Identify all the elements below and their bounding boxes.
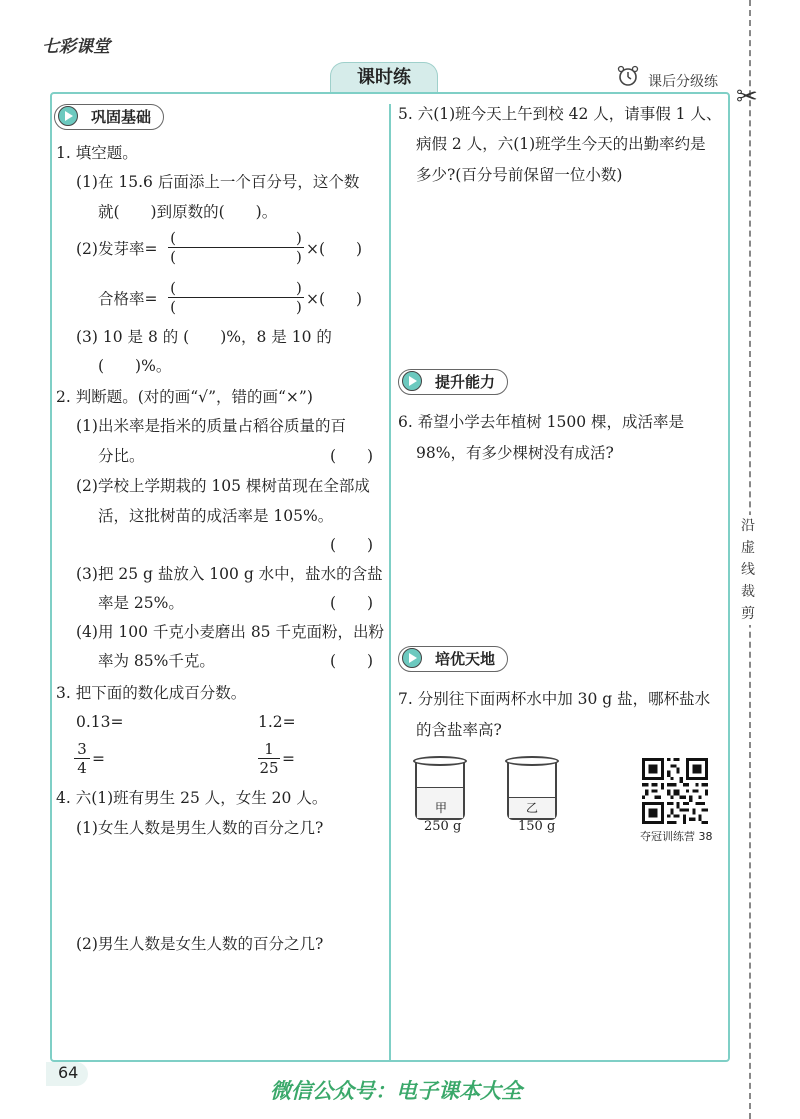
play-icon (402, 648, 422, 668)
page-number: 64 (58, 1063, 79, 1082)
q1-title: 1. 填空题。 (56, 144, 138, 162)
brand-logo: 七彩课堂 (42, 37, 110, 57)
fraction-numerator: ( ) (170, 229, 302, 247)
section-title: 巩固基础 (91, 108, 152, 126)
answer-paren: ( ) (330, 594, 374, 612)
qr-caption: 夺冠训练营 38 (640, 830, 713, 843)
q1-p3-line2: ( )%。 (98, 357, 172, 375)
q7-line2: 的含盐率高? (416, 721, 502, 739)
beaker-rim (505, 756, 559, 766)
answer-paren: ( ) (330, 536, 374, 554)
q2-i2-line1: (2)学校上学期栽的 105 棵树苗现在全部成 (76, 477, 370, 495)
fraction-bar: ( ) (168, 297, 304, 316)
q6-line2: 98%，有多少棵树没有成活? (416, 444, 614, 462)
section-badge-improve (398, 369, 508, 395)
section-badge-basic (54, 104, 164, 130)
q2-i2-line2: 活，这批树苗的成活率是 105%。 (98, 507, 334, 525)
q5-line3: 多少?(百分号前保留一位小数) (416, 166, 623, 184)
q1-p3-line1: (3) 10 是 8 的 ( )%，8 是 10 的 (76, 328, 332, 346)
page-title: 课时练 (330, 62, 438, 93)
section-badge-excel (398, 646, 508, 672)
q3-title: 3. 把下面的数化成百分数。 (56, 684, 247, 702)
q6-line1: 6. 希望小学去年植树 1500 棵，成活率是 (398, 413, 685, 431)
wechat-footer: 微信公众号：电子课本大全 (270, 1079, 522, 1103)
fraction-one-25th (258, 740, 280, 777)
cup-a-mass: 250 g (424, 819, 462, 834)
times-blank: ×( ) (306, 240, 363, 258)
section-title: 提升能力 (435, 373, 496, 391)
q2-i1-line2: 分比。 (98, 447, 145, 465)
fraction-denominator: 4 (74, 758, 90, 777)
fraction-denominator: 25 (259, 759, 279, 777)
fraction-qualified (168, 279, 304, 316)
play-icon (402, 371, 422, 391)
play-icon (58, 106, 78, 126)
q7-line1: 7. 分别往下面两杯水中加 30 g 盐，哪杯盐水 (398, 690, 711, 708)
q4-title: 4. 六(1)班有男生 25 人，女生 20 人。 (56, 789, 328, 807)
q3-b: 1.2= (258, 713, 296, 731)
q5-line1: 5. 六(1)班今天上午到校 42 人，请事假 1 人、 (398, 105, 722, 123)
q2-i3-line2: 率是 25%。 (98, 594, 184, 612)
cup-b-mass: 150 g (518, 819, 556, 834)
q4-s2: (2)男生人数是女生人数的百分之几? (76, 935, 324, 953)
q2-i1-line1: (1)出米率是指米的质量占稻谷质量的百 (76, 417, 346, 435)
fraction-numerator: 1 (264, 740, 274, 758)
cut-instruction: 沿虚线裁剪 (738, 515, 758, 625)
qr-code-icon[interactable] (642, 758, 708, 824)
fraction-germination (168, 229, 304, 266)
fraction-three-quarters (74, 740, 90, 777)
scissors-icon: ✂ (736, 82, 758, 112)
beaker-rim (413, 756, 467, 766)
equals-sign: = (282, 750, 295, 768)
fraction-numerator: 3 (77, 740, 87, 758)
q2-title: 2. 判断题。(对的画“√”，错的画“×”) (56, 388, 313, 406)
answer-paren: ( ) (330, 652, 374, 670)
cup-a-label: 甲 (435, 801, 448, 815)
equals-sign: = (92, 750, 105, 768)
q3-a: 0.13= (76, 713, 124, 731)
q2-i4-line1: (4)用 100 千克小麦磨出 85 千克面粉，出粉 (76, 623, 384, 641)
level-label: 课后分级练 (648, 74, 718, 90)
q1-p2-label-a: (2)发芽率= (76, 240, 158, 258)
q2-i3-line1: (3)把 25 g 盐放入 100 g 水中，盐水的含盐 (76, 565, 383, 583)
q4-s1: (1)女生人数是男生人数的百分之几? (76, 819, 324, 837)
q5-line2: 病假 2 人，六(1)班学生今天的出勤率约是 (416, 135, 706, 153)
fraction-bar: ( ) (168, 247, 304, 266)
alarm-clock-icon (617, 65, 639, 87)
column-divider (389, 104, 391, 1060)
fraction-numerator: ( ) (170, 279, 302, 297)
times-blank: ×( ) (306, 290, 363, 308)
q1-p1-line2: 就( )到原数的( )。 (98, 203, 278, 221)
q1-p1-line1: (1)在 15.6 后面添上一个百分号，这个数 (76, 173, 360, 191)
answer-paren: ( ) (330, 447, 374, 465)
q2-i4-line2: 率为 85%千克。 (98, 652, 215, 670)
q1-p2-label-b: 合格率= (98, 290, 158, 308)
section-title: 培优天地 (435, 650, 496, 668)
cup-b-label: 乙 (526, 801, 539, 815)
